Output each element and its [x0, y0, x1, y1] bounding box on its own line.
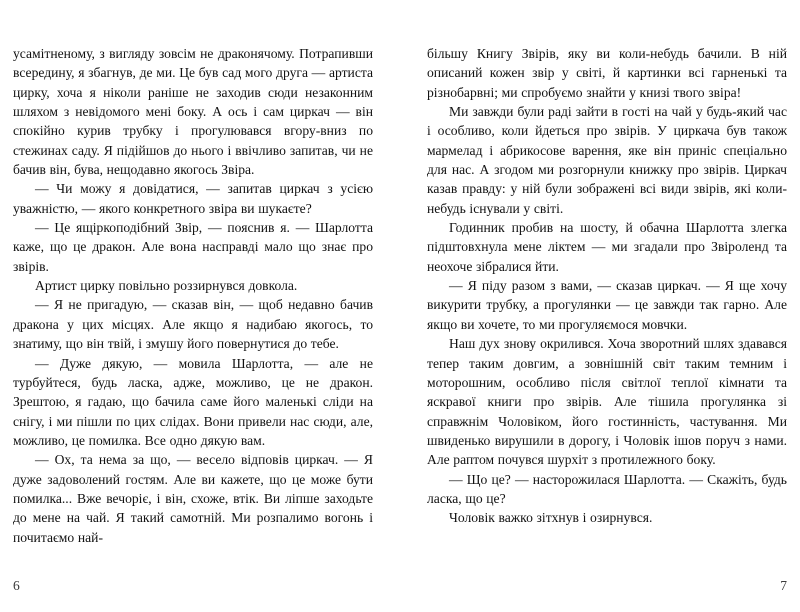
right-page-text-column	[427, 44, 787, 544]
page-number-left: 6	[13, 578, 20, 593]
paragraph: — Ох, та нема за що, — весело відповів циркач. — Я дуже задоволений гостям. Але ви кажете, що це може бути помилка... Вже вечоріє, і він, схоже, втік. Ви ліпше заходьте до мене на чай. Я такий самотній. Ми розпалимо вогонь і почитаємо най-	[13, 452, 373, 545]
paragraph: — Я не пригадую, — сказав він, — щоб недавно бачив дракона у цих місцях. Але якщо я надибаю якогось, то знатиму, що він твій, і змушу його повернутися до тебе.	[13, 297, 373, 352]
paragraph: Чоловік важко зітхнув і озирнувся.	[449, 510, 653, 526]
paragraph: більшу Книгу Звірів, яку ви коли-небудь бачили. В ній описаний кожен звір у світі, й картинки всі гарненькі та різнобарвні; ми спробуємо знайти у книзі твого звіра!	[427, 46, 787, 100]
paragraph: — Дуже дякую, — мовила Шарлотта, — але не турбуйтеся, будь ласка, адже, можливо, це не дракон. Зрештою, я гадаю, що бачила саме його маленькі сліди на снігу, і ми пішли по цих слідах. Вони привели нас сюди, але, можливо, це помилка. Все одно дякую вам.	[13, 355, 373, 448]
paragraph: Годинник пробив на шосту, й обачна Шарлотта злегка підштовхнула мене ліктем — ми згадали про Звіроленд та неохоче зібралися йти.	[427, 220, 787, 274]
paragraph: усамітненому, з вигляду зовсім не драконячому. Потрапивши всередину, я збагнув, де ми. Це був сад мого друга — артиста цирку, хоча я ніколи раніше не заходив сюди незаконним шляхом з невідомого мені боку. А ось і сам циркач — він спокійно курив трубку і прогулювався вгору-вниз по стежинах саду. Я підійшов до нього і ввічливо запитав, чи не бачив він, бува, нещодавно якогось Звіра.	[13, 46, 373, 178]
paragraph: Наш дух знову окрилився. Хоча зворотний шлях здавався тепер таким довгим, а зовнішній світ таким темним і моторошним, особливо після світлої теплої кімнати та яскравої книги про звірів. Але тішила прогулянка зі справжнім Чоловіком, його гостинність, частування. Ми швиденько вирушили в дорогу, і Чоловік ішов поруч з нами. Але раптом почувся шурхіт з протилежного боку.	[427, 336, 787, 468]
left-page-text-column	[13, 44, 373, 544]
paragraph: — Що це? — насторожилася Шарлотта. — Скажіть, будь ласка, що це?	[427, 471, 787, 506]
two-column-text-spread	[13, 44, 787, 544]
paragraph: Ми завжди були раді зайти в гості на чай у будь-який час і особливо, коли йдеться про звірів. У циркача був також мармелад і абрикосове варення, яке він приніс спеціально для нас. А згодом ми розгорнули книжку про звірів. Циркач казав правду: у ній були зображені всі види звірів, які коли-небудь існували у світі.	[427, 104, 787, 216]
page-number-right: 7	[780, 578, 787, 593]
paragraph: — Це ящіркоподібний Звір, — пояснив я. — Шарлотта каже, що це дракон. Але вона насправді мало що знає про звірів.	[13, 220, 373, 274]
paragraph: — Чи можу я довідатися, — запитав циркач з усією уважністю, — якого конкретного звіра ви шукаєте?	[13, 181, 373, 216]
paragraph: Артист цирку повільно роззирнувся довкола.	[35, 278, 298, 294]
paragraph: — Я піду разом з вами, — сказав циркач. — Я ще хочу викурити трубку, а прогулянки — це завжди так гарно. Але якщо ви хочете, то ми прогуляємося мовчки.	[427, 278, 787, 332]
